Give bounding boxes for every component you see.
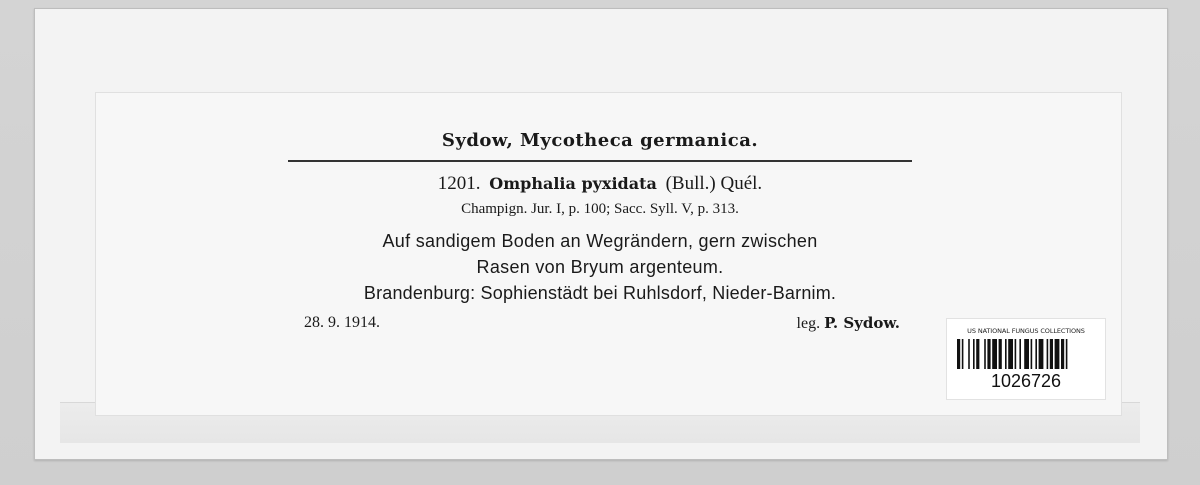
date-collector-line — [280, 310, 920, 336]
barcode-icon — [957, 339, 1093, 369]
barcode-label — [946, 318, 1106, 400]
barcode-number: 1026726 — [990, 371, 1062, 391]
locality: Brandenburg: Sophienstädt bei Ruhlsdorf, Nieder-Barnim. — [363, 283, 837, 303]
collector-name: P. Sydow. — [824, 314, 900, 332]
taxon-name: Omphalia pyxidata — [489, 174, 657, 193]
series-title: Sydow, Mycotheca germanica. — [441, 130, 759, 151]
exsiccata-number: 1201. — [437, 173, 481, 194]
collector — [797, 314, 900, 333]
collection-date: 28. 9. 1914. — [304, 314, 380, 331]
taxon-authority: (Bull.) Quél. — [665, 173, 763, 194]
literature-reference: Champign. Jur. I, p. 100; Sacc. Syll. V, p. 313. — [461, 201, 739, 217]
title-rule — [288, 160, 912, 162]
label-text — [280, 128, 920, 336]
habitat-line-1: Auf sandigem Boden an Wegrändern, gern zwischen — [382, 231, 818, 251]
taxon-line — [280, 172, 920, 196]
collector-prefix: leg. — [796, 315, 821, 332]
habitat-line-2: Rasen von Bryum argenteum. — [476, 257, 724, 277]
barcode-institution: US NATIONAL FUNGUS COLLECTIONS — [967, 327, 1085, 335]
